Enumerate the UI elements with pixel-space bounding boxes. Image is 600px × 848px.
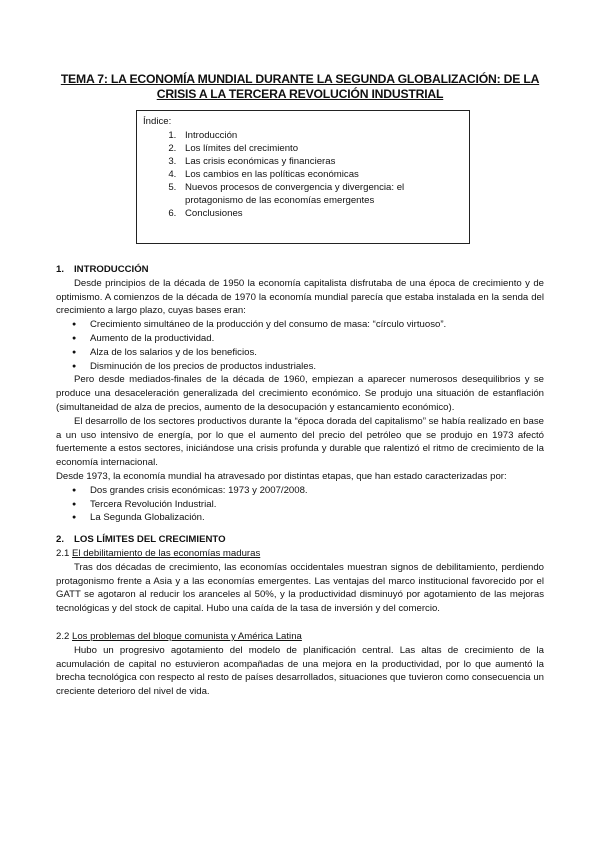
index-item: 4. Los cambios en las políticas económicas bbox=[179, 168, 463, 181]
section-number: 1. bbox=[56, 264, 65, 275]
bullet-item: ● Aumento de la productividad. bbox=[90, 332, 544, 346]
index-list bbox=[143, 129, 463, 220]
section-heading-limites bbox=[56, 533, 544, 547]
bullet-item: ● Dos grandes crisis económicas: 1973 y 2007/2008. bbox=[90, 484, 544, 498]
subsection-title: El debilitamiento de las economías maduras bbox=[72, 547, 261, 559]
subsection-heading bbox=[56, 547, 544, 561]
paragraph: Pero desde mediados-finales de la década de 1960, empiezan a aparecer numerosos desequilibrios y se produce una desaceleración generalizada del crecimiento económico. Se produjo una situación de estanflación (simultaneidad de alza de precios, aumento de la desocupación y estancamiento económico). bbox=[56, 374, 544, 413]
bullet-list bbox=[56, 318, 544, 373]
bullet-item: ● Alza de los salarios y de los beneficios. bbox=[90, 346, 544, 360]
index-item: 3. Las crisis económicas y financieras bbox=[179, 155, 463, 168]
paragraph: Hubo un progresivo agotamiento del modelo de planificación central. Las altas de crecimiento de la acumulación de capital no estuvieron acompañadas de una mejora en la productividad, por lo que aumentó la brecha tecnológica con respecto al resto de países desarrollados, situaciones que tuvieron como consecuencia un creciente deterioro del nivel de vida. bbox=[56, 644, 544, 698]
index-item: 2. Los límites del crecimiento bbox=[179, 142, 463, 155]
subsection-number: 2.1 bbox=[56, 547, 70, 559]
paragraph: El desarrollo de los sectores productivos durante la “época dorada del capitalismo” se había realizado en base a un uso intensivo de energía, por lo que el aumento del precio del petróleo que se produjo en 1973 afectó fuertemente a estos sectores, iniciándose una crisis profunda y durable que ralentizó el ritmo de crecimiento de la economía internacional. bbox=[56, 415, 544, 469]
bullet-item: ● La Segunda Globalización. bbox=[90, 511, 544, 525]
section-title: LOS LÍMITES DEL CRECIMIENTO bbox=[74, 534, 226, 546]
index-item: 1. Introducción bbox=[179, 129, 463, 142]
bullet-item: ● Tercera Revolución Industrial. bbox=[90, 498, 544, 512]
section-title: INTRODUCCIÓN bbox=[74, 264, 149, 275]
subsection-heading bbox=[56, 630, 544, 644]
paragraph: Desde principios de la década de 1950 la economía capitalista disfrutaba de una época de crecimiento y de optimismo. A comienzos de la década de 1970 la economía mundial parecía que estaba instalada en la senda del crecimiento a largo plazo, cuyas bases eran: bbox=[56, 277, 544, 317]
subsection-title: Los problemas del bloque comunista y América Latina bbox=[72, 630, 302, 642]
section-heading-introduccion bbox=[56, 263, 544, 277]
paragraph: Tras dos décadas de crecimiento, las economías occidentales muestran signos de debilitamiento, perdiendo protagonismo frente a Asia y a las economías emergentes. Las ventajas del marco institucional favorecido por el GATT se agotaron al reducir los aranceles al 50%, y la productividad disminuyó por agotamiento de las mejoras tecnológicas y del stock de capital. Hubo una caída de la tasa de inversión y del comercio. bbox=[56, 561, 544, 615]
index-heading: Índice: bbox=[143, 116, 172, 127]
paragraph: Desde 1973, la economía mundial ha atravesado por distintas etapas, que han estado caracterizadas por: bbox=[56, 470, 507, 482]
bullet-item: ● Crecimiento simultáneo de la producción y del consumo de masa: “círculo virtuoso”. bbox=[90, 318, 544, 332]
section-number: 2. bbox=[56, 534, 65, 546]
index-item: 5. Nuevos procesos de convergencia y divergencia: el protagonismo de las economías emergentes bbox=[179, 181, 463, 207]
bullet-item: ● Disminución de los precios de productos industriales. bbox=[90, 360, 544, 374]
subsection-number: 2.2 bbox=[56, 630, 70, 642]
index-box bbox=[136, 110, 470, 244]
index-item: 6. Conclusiones bbox=[179, 207, 463, 220]
document-title: TEMA 7: LA ECONOMÍA MUNDIAL DURANTE LA SEGUNDA GLOBALIZACIÓN: DE LA CRISIS A LA TERCERA REVOLUCIÓN INDUSTRIAL bbox=[60, 72, 540, 101]
document-body bbox=[56, 263, 544, 699]
bullet-list bbox=[56, 484, 544, 525]
